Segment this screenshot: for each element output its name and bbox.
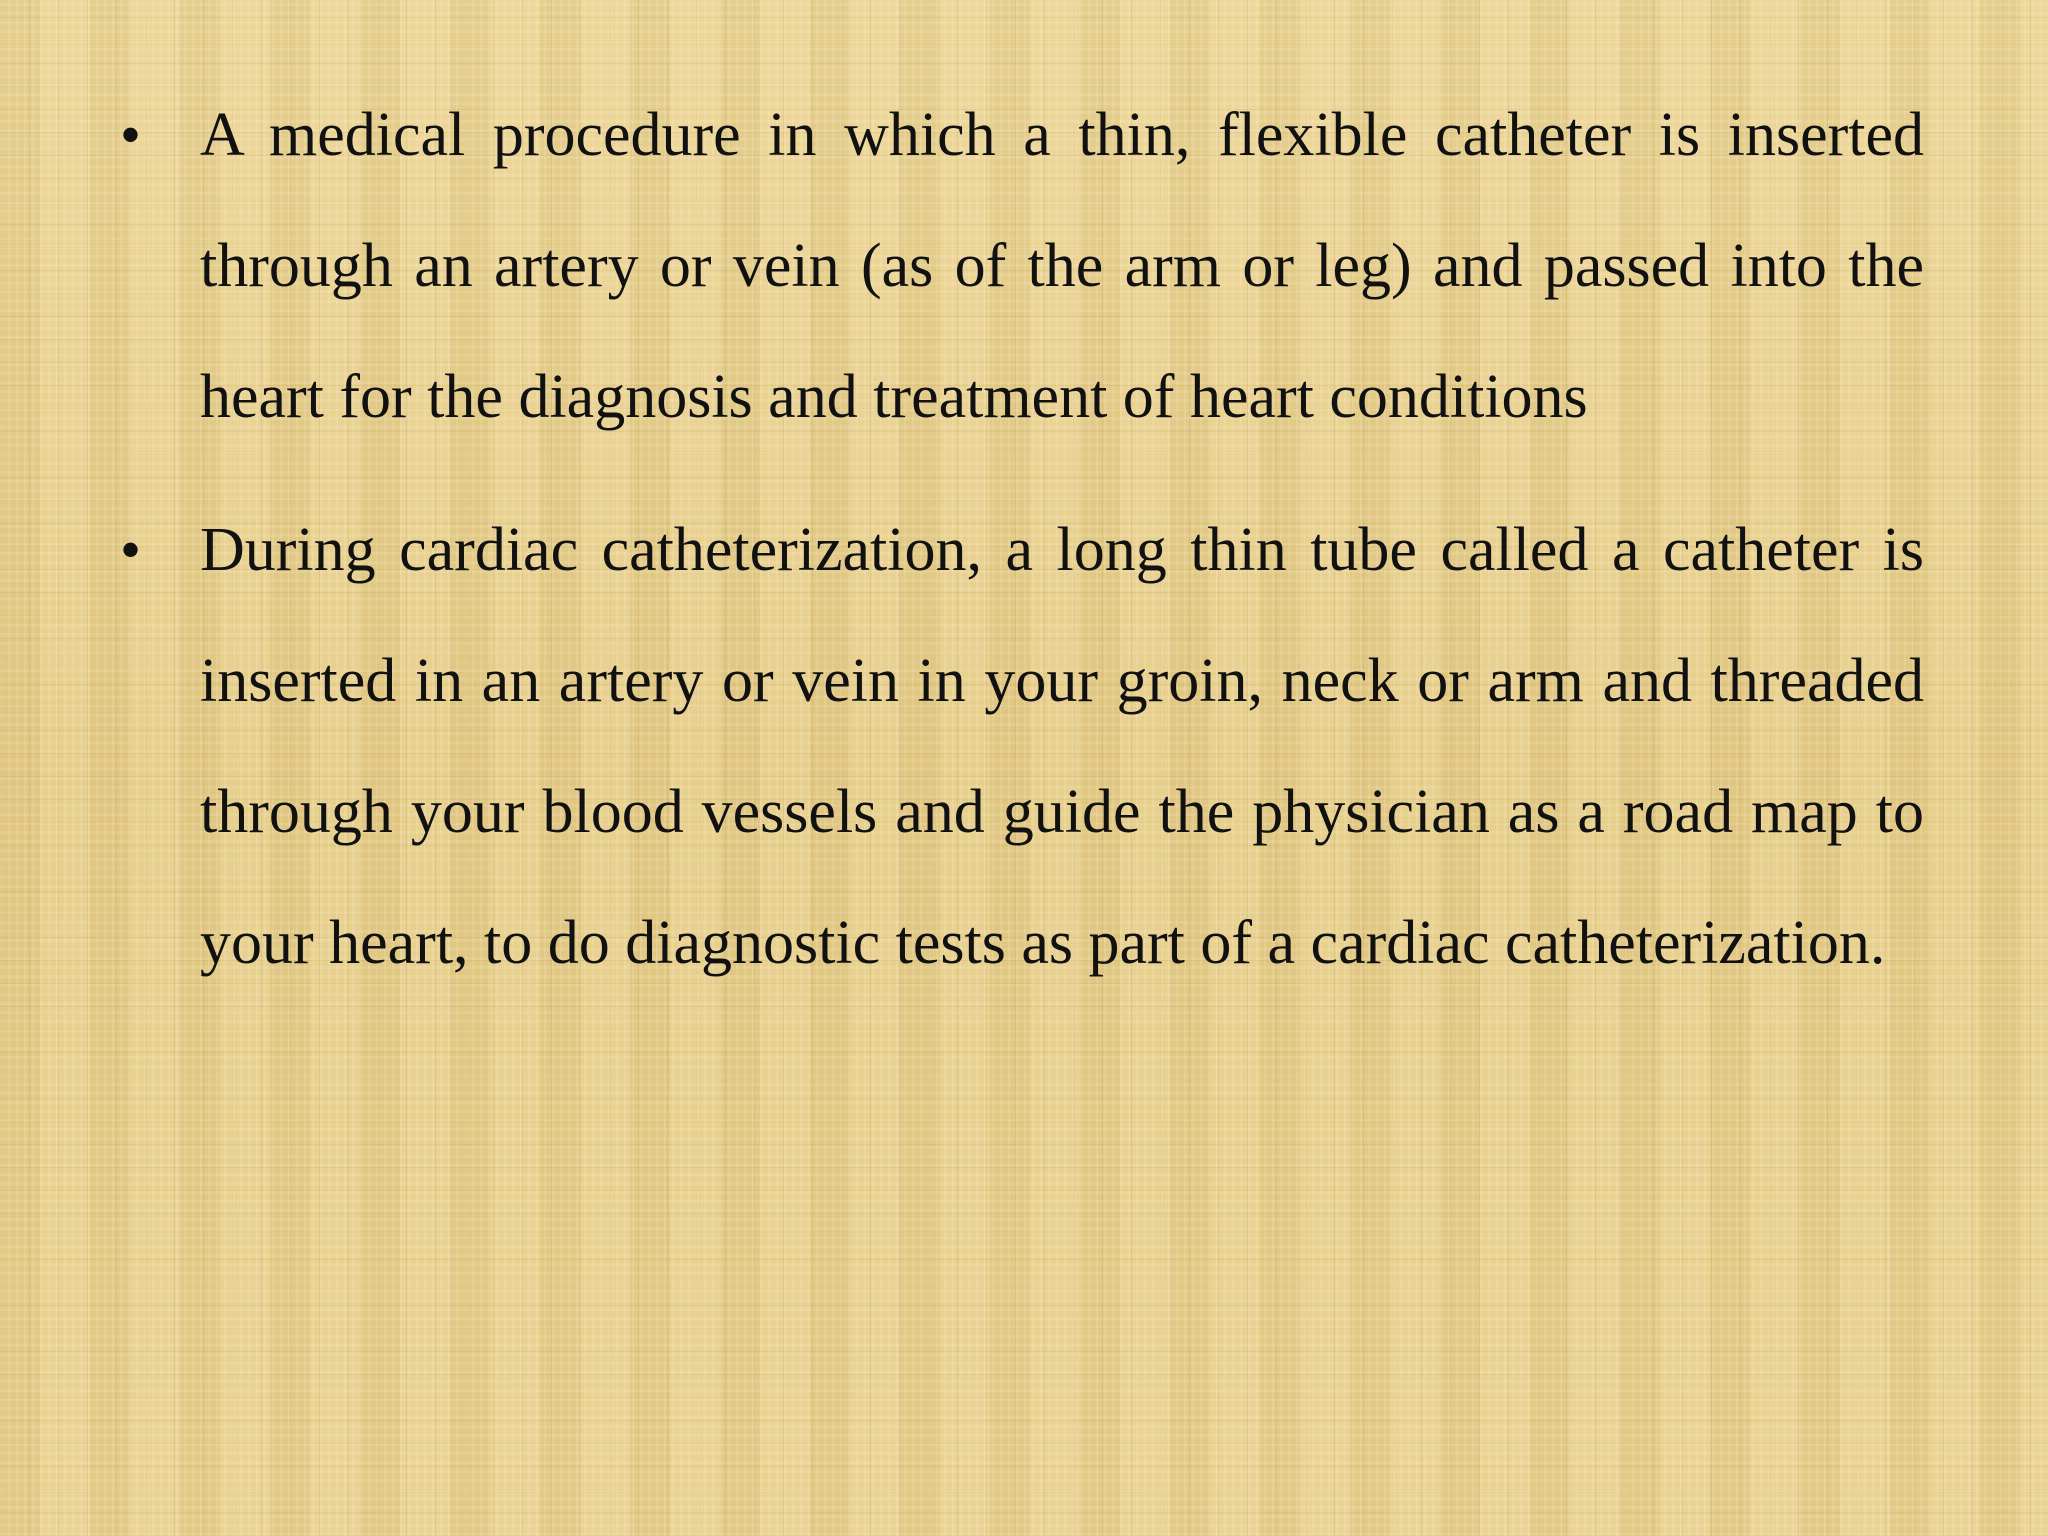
- bullet-item-definition: [120, 70, 1924, 463]
- bullet-text: During cardiac catheterization, a long thin tube called a catheter is inserted in an artery or vein in your groin, neck or arm and threaded through your blood vessels and guide the physician as a road map to your heart, to do diagnostic tests as part of a cardiac catheterization.: [200, 516, 1924, 977]
- bullet-icon: •: [120, 517, 142, 583]
- bullet-list: [120, 70, 1924, 1031]
- bullet-text: A medical procedure in which a thin, flexible catheter is inserted through an artery or vein (as of the arm or leg) and passed into the heart for the diagnosis and treatment of heart conditions: [200, 101, 1924, 431]
- bullet-icon: •: [120, 102, 142, 168]
- bullet-item-procedure: [120, 485, 1924, 1009]
